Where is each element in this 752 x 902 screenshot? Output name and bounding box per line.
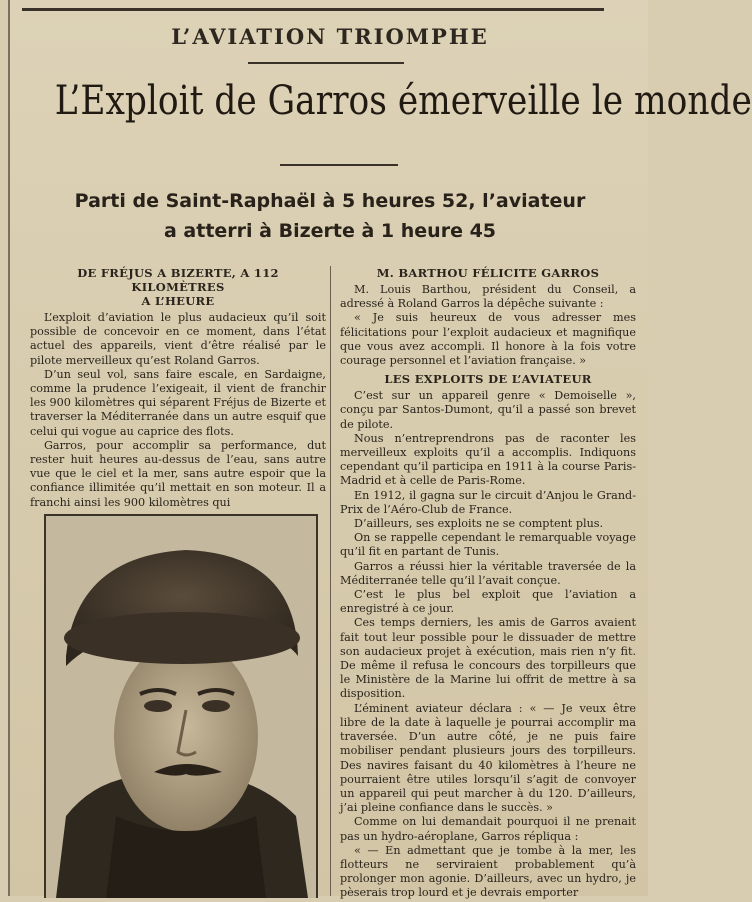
portrait-photo <box>44 514 318 898</box>
subhead-line-2: a atterri à Bizerte à 1 heure 45 <box>163 220 497 242</box>
newspaper-page <box>8 0 752 900</box>
left-column <box>30 266 326 510</box>
section-kicker: L’AVIATION TRIOMPHE <box>171 24 489 49</box>
right-paragraph-7: On se rappelle cependant le remarquable voyage qu’il fit en partant de Tunis. <box>340 531 636 559</box>
left-paragraph-1: L’exploit d’aviation le plus audacieux qu’il soit possible de concevoir en ce moment, dans l’état actuel des appareils, vient d’être réalisé par le pilote merveilleux qu’est Roland Garros. <box>30 311 326 367</box>
right-column <box>340 266 636 901</box>
subhead-line-1: Parti de Saint-Raphaël à 5 heures 52, l’aviateur <box>74 190 586 212</box>
right-paragraph-1: M. Louis Barthou, président du Conseil, a adressé à Roland Garros la dépêche suivante : <box>340 283 636 311</box>
right-paragraph-10: Ces temps derniers, les amis de Garros avaient fait tout leur possible pour le dissuader de mettre son audacieux projet à exécution, mais rien n’y fit. De même il refusa le concours des torpilleurs que le Ministère de la Marine lui offrit de mettre à sa disposition. <box>340 616 636 701</box>
right-paragraph-2: « Je suis heureux de vous adresser mes félicitations pour l’exploit audacieux et magnifique que vous avez accompli. Il honore à la fois votre courage personnel et l’aviation française. » <box>340 311 636 368</box>
right-paragraph-8: Garros a réussi hier la véritable traversée de la Méditerranée telle qu’il l’avait conçue. <box>340 559 636 587</box>
column-divider <box>330 266 331 896</box>
top-rule <box>22 8 604 11</box>
left-column-title: DE FRÉJUS A BIZERTE, A 112 KILOMÈTRES <box>77 266 279 294</box>
headline-rule <box>280 164 398 166</box>
right-paragraph-6: D’ailleurs, ses exploits ne se comptent plus. <box>354 517 604 531</box>
headline: L’Exploit de Garros émerveille le monde <box>54 78 752 124</box>
right-paragraph-3: C’est sur un appareil genre « Demoiselle », conçu par Santos-Dumont, qu’il a passé son brevet de pilote. <box>340 389 636 431</box>
portrait-illustration <box>46 516 316 898</box>
right-paragraph-5: En 1912, il gagna sur le circuit d’Anjou le Grand-Prix de l’Aéro-Club de France. <box>340 488 636 516</box>
right-paragraph-12: Comme on lui demandait pourquoi il ne prenait pas un hydro-aéroplane, Garros répliqua : <box>340 815 636 843</box>
right-paragraph-4: Nous n’entreprendrons pas de raconter les merveilleux exploits qu’il a accomplis. Indiquons cependant qu’il participa en 1911 à la course Paris-Madrid et à celle de Paris-Rome. <box>340 431 636 488</box>
right-column-title: M. BARTHOU FÉLICITE GARROS <box>376 266 600 280</box>
kicker-rule <box>248 62 404 64</box>
right-paragraph-11: L’éminent aviateur déclara : « — Je veux être libre de la date à laquelle je pourrai accomplir ma traversée. D’un autre côté, je ne puis faire mobiliser pendant plusieurs jours des torpilleurs. Des navires faisant du 40 kilomètres à l’heure ne pourraient être utiles lorsqu’il s’agit de convoyer un appareil qui peut marcher à du 120. D’ailleurs, j’ai pleine confiance dans le succès. » <box>340 701 636 815</box>
left-column-title-2: A L’HEURE <box>141 294 215 308</box>
right-paragraph-9: C’est le plus bel exploit que l’aviation a enregistré à ce jour. <box>340 588 636 616</box>
right-paragraph-13: « — En admettant que je tombe à la mer, les flotteurs ne serviraient probablement qu’à prolonger mon agonie. D’ailleurs, avec un hydro, je pèserais trop lourd et je devrais emporter <box>340 843 636 900</box>
left-paragraph-2: D’un seul vol, sans faire escale, en Sardaigne, comme la prudence l’exigeait, il vient de franchir les 900 kilomètres qui séparent Fréjus de Bizerte et traverser la Méditerranée dans un autre esquif que celui qui vogue au caprice des flots. <box>30 367 326 438</box>
left-paragraph-3: Garros, pour accomplir sa performance, dut rester huit heures au-dessus de l’eau, sans autre vue que le ciel et la mer, sans autre espoir que la confiance illimitée qu’il mettait en son moteur. Il a franchi ainsi les 900 kilomètres qui <box>30 438 326 509</box>
right-section-title: LES EXPLOITS DE L’AVIATEUR <box>384 372 592 387</box>
